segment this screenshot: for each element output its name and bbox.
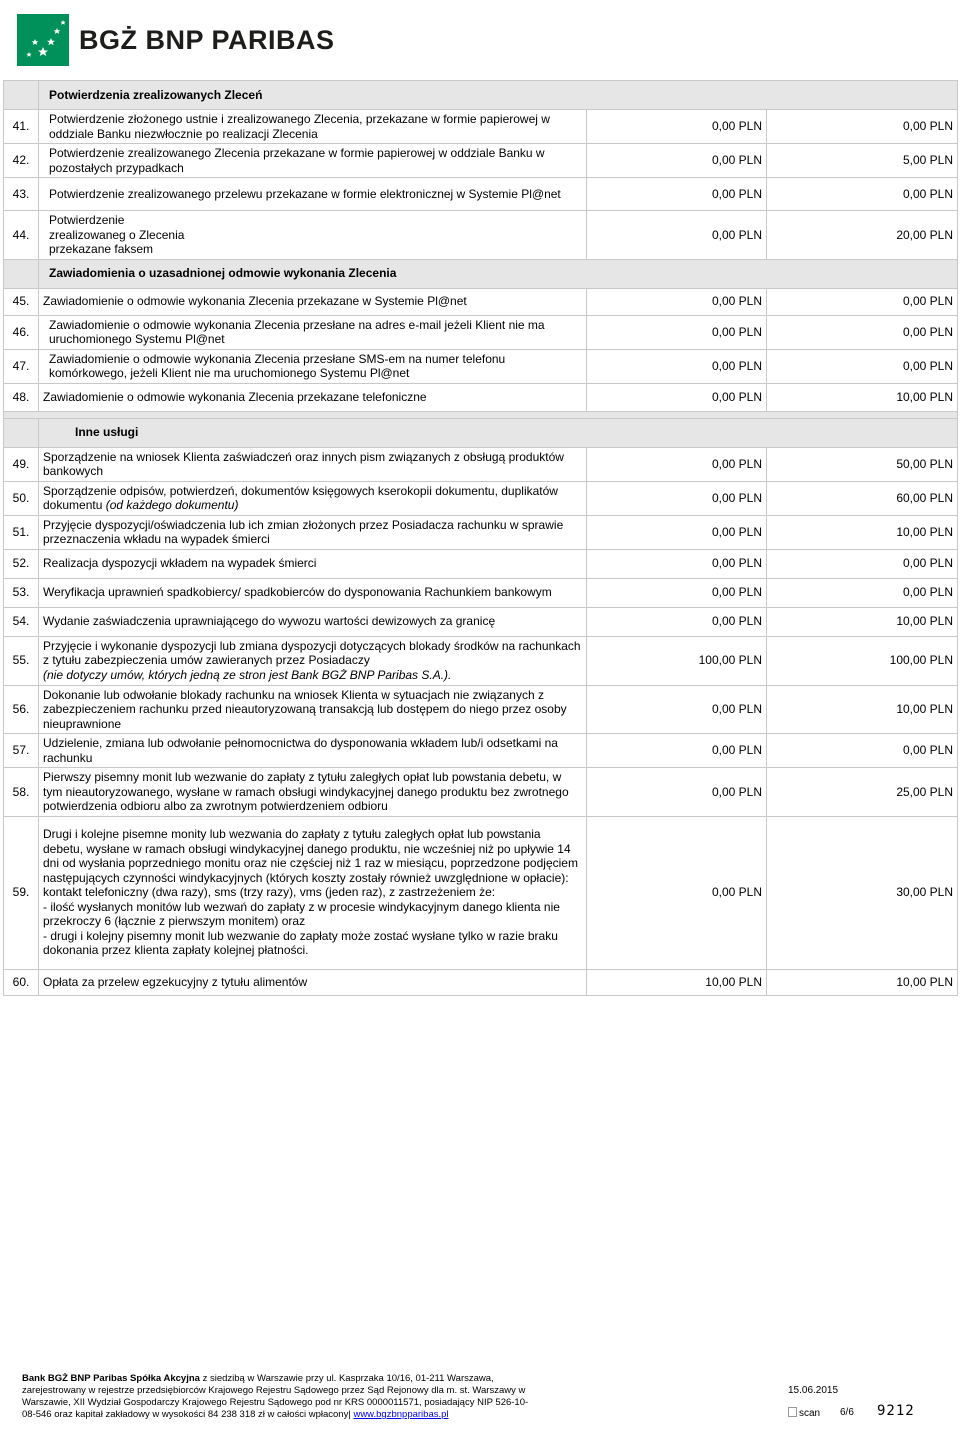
fee-amount-1: 0,00 PLN [587,447,767,481]
table-row [4,383,958,411]
fee-amount-2: 0,00 PLN [767,110,958,144]
row-number: 45. [4,288,39,315]
row-number: 53. [4,578,39,607]
row-number: 42. [4,144,39,178]
fee-amount-2: 10,00 PLN [767,607,958,636]
scan-text: scan [799,1408,821,1419]
fee-amount-1: 100,00 PLN [587,636,767,685]
row-description: Przyjęcie dyspozycji/oświadczenia lub ich zmian złożonych przez Posiadacza rachunku w sprawie przeznaczenia wkładu na wypadek śmierci [39,515,587,549]
fee-amount-2: 0,00 PLN [767,734,958,768]
fee-amount-2: 0,00 PLN [767,549,958,578]
table-row [4,144,958,178]
row-description: Potwierdzenie złożonego ustnie i zrealizowanego Zlecenia, przekazane w formie papierowej w oddziale Banku niezwłocznie po realizacji Zlecenia [39,110,587,144]
row-number: 56. [4,685,39,734]
table-row [4,969,958,995]
row-number: 48. [4,383,39,411]
row-number: 51. [4,515,39,549]
table-row [4,607,958,636]
fee-amount-1: 0,00 PLN [587,578,767,607]
fee-amount-1: 10,00 PLN [587,969,767,995]
table-row [4,578,958,607]
bnp-stars-logo-icon [17,14,69,66]
table-row [4,288,958,315]
row-number: 50. [4,481,39,515]
fee-amount-2: 10,00 PLN [767,969,958,995]
section-header-other-services [4,418,958,447]
bank-logo [17,14,347,70]
fee-amount-2: 0,00 PLN [767,349,958,383]
brand-name: BGŻ BNP PARIBAS [79,25,335,55]
page-number: 6/6 [840,1407,854,1418]
fee-amount-1: 0,00 PLN [587,383,767,411]
table-row [4,178,958,211]
fee-amount-2: 30,00 PLN [767,816,958,969]
row-description-text: Sporządzenie odpisów, potwierdzeń, dokumentów księgowych kserokopii dokumentu, duplikatów dokumentu [43,483,558,512]
fee-amount-2: 50,00 PLN [767,447,958,481]
row-number: 59. [4,816,39,969]
row-number: 49. [4,447,39,481]
fee-amount-1: 0,00 PLN [587,515,767,549]
row-description: Zawiadomienie o odmowie wykonania Zlecenia przekazane telefoniczne [39,383,587,411]
footer-capital: 08-546 oraz kapitał zakładowy w wysokości 84 238 318 zł w całości wpłacony| [22,1409,351,1420]
footer-registry: zarejestrowany w rejestrze przedsiębiorców Krajowego Rejestru Sądowego przez Sąd Rejonowy dla m. st. Warszawy w [22,1385,526,1396]
fee-amount-1: 0,00 PLN [587,549,767,578]
fee-amount-1: 0,00 PLN [587,685,767,734]
row-description [39,481,587,515]
row-description-condition: - drugi i kolejny pisemny monit lub wezwanie do zapłaty może zostać wysłane tylko w razie braku dokonania przez klienta zapłaty kolejnej płatności. [43,928,558,958]
fee-amount-1: 0,00 PLN [587,144,767,178]
row-description: Zawiadomienie o odmowie wykonania Zlecenia przesłane na adres e-mail jeżeli Klient nie ma uruchomionego Systemu Pl@net [39,315,587,349]
fee-amount-2: 0,00 PLN [767,578,958,607]
row-description: Dokonanie lub odwołanie blokady rachunku na wniosek Klienta w sytuacjach nie związanych z zabezpieczeniem rachunku przed nieautoryzowaną transakcją lub dostępem do niego przez osoby nieuprawnione [39,685,587,734]
row-description: Weryfikacja uprawnień spadkobiercy/ spadkobierców do dysponowania Rachunkiem bankowym [39,578,587,607]
fee-amount-1: 0,00 PLN [587,110,767,144]
table-row [4,315,958,349]
fee-amount-2: 5,00 PLN [767,144,958,178]
footer-legal-note [22,1373,592,1421]
row-number: 41. [4,110,39,144]
fee-amount-2: 100,00 PLN [767,636,958,685]
fee-amount-1: 0,00 PLN [587,734,767,768]
fee-amount-2: 60,00 PLN [767,481,958,515]
fee-amount-1: 0,00 PLN [587,816,767,969]
row-description: Zawiadomienie o odmowie wykonania Zlecenia przekazane w Systemie Pl@net [39,288,587,315]
row-description: Potwierdzenie zrealizowanego Zlecenia przekazane w formie papierowej w oddziale Banku w pozostałych przypadkach [39,144,587,178]
fee-amount-1: 0,00 PLN [587,315,767,349]
row-number: 47. [4,349,39,383]
row-description-note: (od każdego dokumentu) [105,498,239,512]
table-row [4,211,958,260]
row-number: 44. [4,211,39,260]
row-description: Sporządzenie na wniosek Klienta zaświadczeń oraz innych pism związanych z obsługą produktów bankowych [39,447,587,481]
row-description-condition: - ilość wysłanych monitów lub wezwań do zapłaty z w procesie windykacyjnym danego klienta nie przekroczy 6 (łącznie z pierwszym monitem) oraz [43,899,560,929]
fee-amount-2: 10,00 PLN [767,685,958,734]
section-title: Potwierdzenia zrealizowanych Zleceń [39,81,958,110]
fee-amount-1: 0,00 PLN [587,481,767,515]
row-description: Zawiadomienie o odmowie wykonania Zlecenia przesłane SMS-em na numer telefonu komórkowego, jeżeli Klient nie ma uruchomionego Systemu Pl@net [39,349,587,383]
fee-amount-1: 0,00 PLN [587,768,767,817]
fee-amount-2: 10,00 PLN [767,383,958,411]
table-row [4,636,958,685]
table-row [4,110,958,144]
footer-date: 15.06.2015 [788,1385,839,1396]
table-row [4,515,958,549]
footer-scan-label [788,1407,820,1419]
fee-amount-1: 0,00 PLN [587,349,767,383]
section-header-rejections [4,259,958,288]
table-row [4,349,958,383]
row-description [39,816,587,969]
row-description: Potwierdzenie zrealizowaneg o Zlecenia przekazane faksem [39,211,587,260]
fee-amount-2: 10,00 PLN [767,515,958,549]
row-description: Udzielenie, zmiana lub odwołanie pełnomocnictwa do dysponowania wkładem lub/i odsetkami na rachunku [39,734,587,768]
table-row [4,816,958,969]
fee-table [3,80,958,996]
row-description: Opłata za przelew egzekucyjny z tytułu alimentów [39,969,587,995]
fee-amount-2: 0,00 PLN [767,178,958,211]
table-row [4,768,958,817]
row-number: 54. [4,607,39,636]
fee-amount-2: 25,00 PLN [767,768,958,817]
fee-amount-1: 0,00 PLN [587,211,767,260]
footer-registry-court: Warszawie, XII Wydział Gospodarczy Krajowego Rejestru Sądowego pod nr KRS 0000011571, posiadający NIP 526-10- [22,1397,529,1408]
document-code: 9212 [877,1403,915,1419]
section-title: Inne usługi [39,418,958,447]
fee-amount-1: 0,00 PLN [587,288,767,315]
row-number: 57. [4,734,39,768]
fee-amount-2: 0,00 PLN [767,315,958,349]
table-row [4,685,958,734]
fee-amount-1: 0,00 PLN [587,178,767,211]
section-title: Zawiadomienia o uzasadnionej odmowie wykonania Zlecenia [39,259,958,288]
table-row [4,481,958,515]
row-description: Wydanie zaświadczenia uprawniającego do wywozu wartości dewizowych za granicę [39,607,587,636]
fee-amount-2: 20,00 PLN [767,211,958,260]
footer-address: z siedzibą w Warszawie przy ul. Kasprzaka 10/16, 01-211 Warszawa, [199,1373,494,1384]
row-description: Realizacja dyspozycji wkładem na wypadek śmierci [39,549,587,578]
row-number: 52. [4,549,39,578]
row-number: 58. [4,768,39,817]
row-number: 55. [4,636,39,685]
section-header-confirmations [4,81,958,110]
fee-amount-2: 0,00 PLN [767,288,958,315]
row-number: 43. [4,178,39,211]
row-description-text: Drugi i kolejne pisemne monity lub wezwania do zapłaty z tytułu zaległych opłat lub powstania debetu, wysłane w ramach obsługi windykacyjnej danego produktu, nie wcześniej niż po upływie 14 dni od wysłania poprzedniego monitu oraz nie częściej niż 1 raz w miesiącu, poprzedzone podjęciem następujących czynności windykacyjnych (których koszty zostały również uwzględnione w opłacie): kontakt telefoniczny (dwa razy), sms (trzy razy), vms (jeden raz), z zastrzeżeniem że: [43,827,578,900]
row-number: 46. [4,315,39,349]
row-description [39,636,587,685]
website-link[interactable]: www.bgzbnpparibas.pl [353,1409,449,1420]
footer-company-name: Bank BGŻ BNP Paribas Spółka Akcyjna [22,1373,200,1384]
row-description: Potwierdzenie zrealizowanego przelewu przekazane w formie elektronicznej w Systemie Pl@net [39,178,587,211]
fee-amount-1: 0,00 PLN [587,607,767,636]
row-description-text: Przyjęcie i wykonanie dyspozycji lub zmiana dyspozycji dotyczących blokady środków na rachunkach z tytułu zabezpieczenia umów zawieranych przez Posiadaczy [43,638,581,668]
table-row [4,447,958,481]
checkbox-icon [788,1407,797,1417]
table-row [4,734,958,768]
table-row [4,549,958,578]
row-description-note: (nie dotyczy umów, których jedną ze stron jest Bank BGŻ BNP Paribas S.A.). [43,667,452,682]
row-description: Pierwszy pisemny monit lub wezwanie do zapłaty z tytułu zaległych opłat lub powstania debetu, w tym nieautoryzowanego, wysłane w ramach obsługi windykacyjnej danego produktu bez zwrotnego potwierdzenia odbioru albo za zwrotnym potwierdzeniem odbioru [39,768,587,817]
row-number: 60. [4,969,39,995]
section-spacer [4,411,958,418]
